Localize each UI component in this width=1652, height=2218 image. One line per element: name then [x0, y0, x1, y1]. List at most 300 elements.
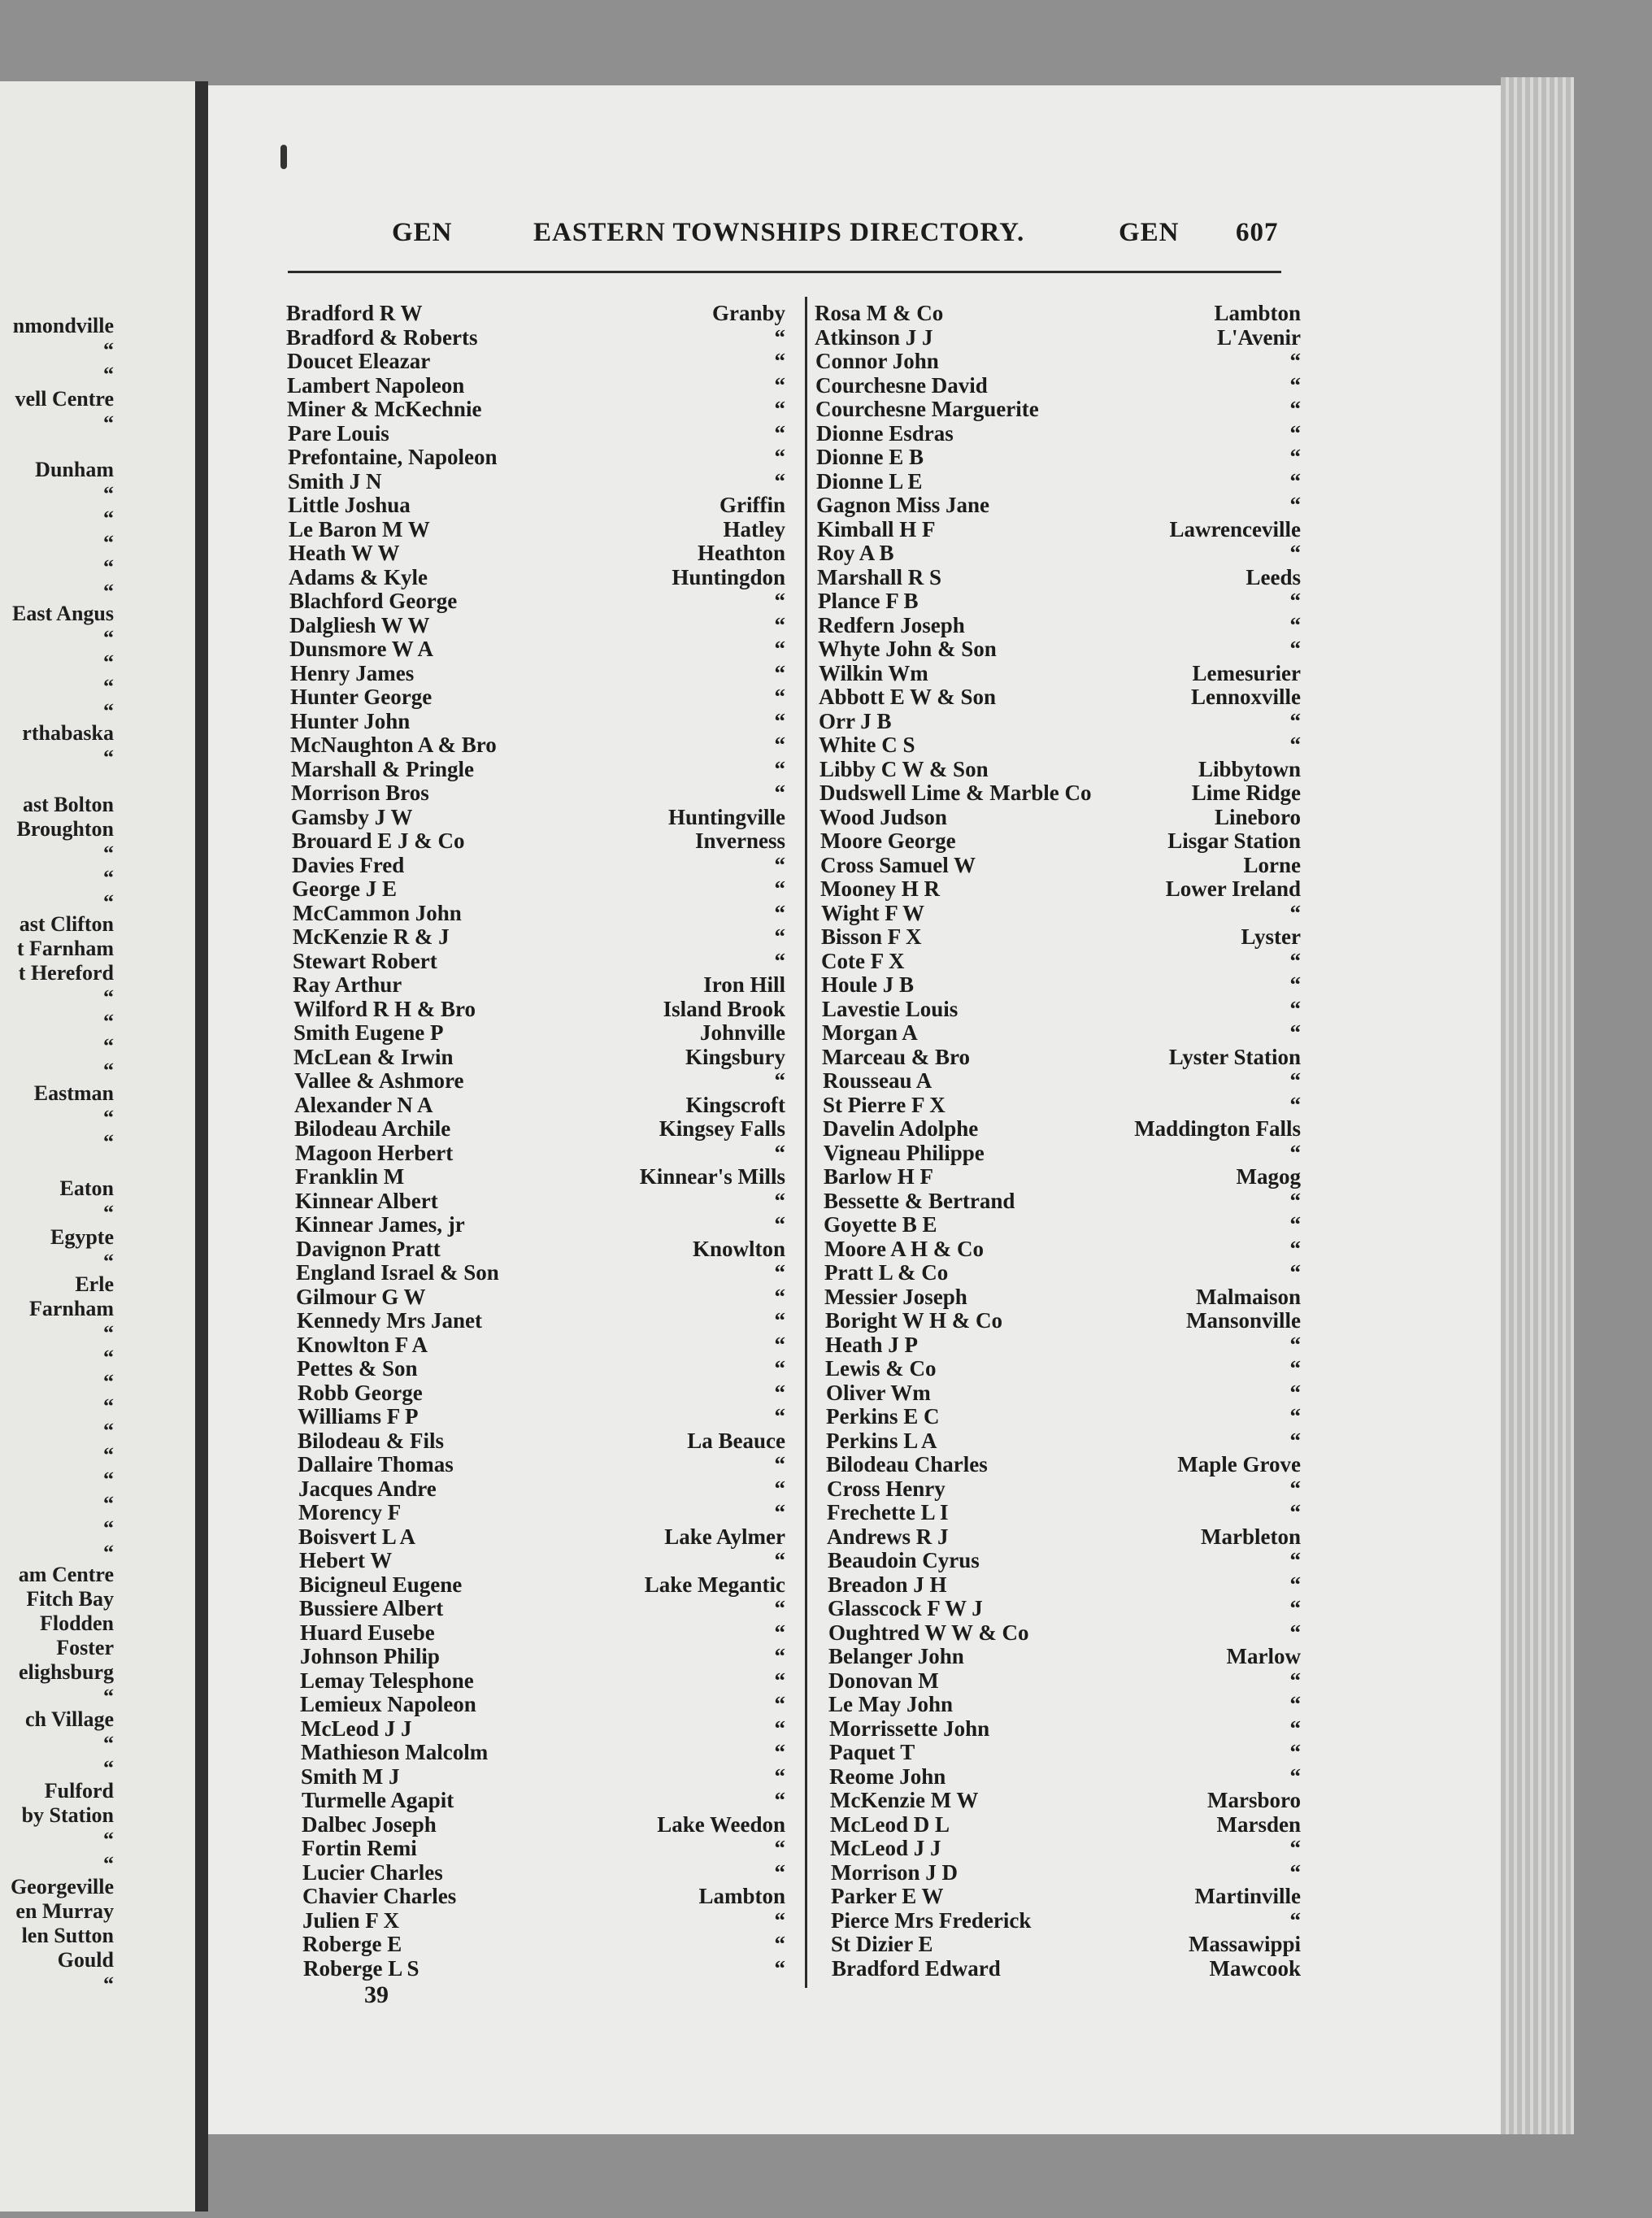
entry-place: “ — [774, 372, 785, 398]
entry-place: “ — [1289, 349, 1301, 373]
directory-entry — [293, 1045, 785, 1069]
directory-entry — [815, 373, 1301, 398]
entry-name: McLeod J J — [301, 1716, 412, 1741]
left-page-fragment: “ — [103, 1419, 114, 1442]
entry-place: “ — [1289, 1548, 1301, 1572]
entry-place: “ — [774, 1212, 785, 1237]
directory-entry — [824, 1260, 1301, 1285]
left-page-fragment: Egypte — [50, 1225, 114, 1249]
directory-entry — [824, 1285, 1301, 1309]
entry-name: Henry James — [290, 660, 415, 685]
entry-place: “ — [1289, 420, 1301, 446]
entry-place: “ — [1289, 1716, 1301, 1741]
directory-entry — [300, 1692, 785, 1716]
entry-name: McKenzie M W — [830, 1788, 979, 1812]
entry-place: “ — [1289, 1188, 1301, 1213]
entry-place: “ — [774, 1668, 785, 1693]
entry-place: “ — [1289, 1620, 1301, 1645]
directory-entry — [300, 1668, 785, 1693]
directory-entry — [818, 589, 1301, 613]
entry-name: Gagnon Miss Jane — [816, 493, 990, 517]
directory-entry — [828, 1692, 1301, 1716]
entry-name: McNaughton A & Bro — [290, 733, 497, 757]
left-page-fragment: “ — [103, 1250, 114, 1273]
entry-place: “ — [1289, 900, 1301, 925]
entry-name: Messier Joseph — [824, 1284, 967, 1309]
left-page-fragment: Foster — [56, 1636, 114, 1659]
entry-name: Morency F — [298, 1500, 402, 1524]
entry-name: Dudswell Lime & Marble Co — [819, 781, 1092, 805]
entry-place: Lawrenceville — [1169, 516, 1301, 541]
entry-name: Dalgliesh W W — [289, 612, 430, 637]
directory-entry — [827, 1524, 1301, 1549]
entry-name: Huard Eusebe — [300, 1620, 435, 1645]
entry-name: Brouard E J & Co — [292, 828, 465, 853]
directory-entry — [825, 1356, 1301, 1381]
entry-name: Reome John — [829, 1764, 946, 1789]
directory-entry — [292, 853, 785, 877]
entry-place: Hatley — [723, 516, 785, 541]
entry-name: Barlow H F — [824, 1164, 933, 1189]
entry-name: Hunter John — [290, 708, 411, 733]
entry-name: Lucier Charles — [302, 1859, 443, 1885]
directory-entry — [815, 301, 1301, 325]
directory-entry — [293, 924, 785, 949]
entry-place: “ — [774, 324, 785, 350]
entry-name: Libby C W & Son — [819, 756, 989, 781]
entry-name: Marshall & Pringle — [291, 756, 474, 781]
directory-entry — [291, 805, 785, 829]
left-page-fragment: by Station — [21, 1803, 114, 1827]
entry-name: Chavier Charles — [302, 1884, 457, 1908]
directory-entry — [819, 781, 1301, 805]
left-page-fragment: Erle — [75, 1272, 114, 1296]
directory-entry — [828, 1572, 1301, 1597]
entry-name: Bisson F X — [821, 924, 922, 949]
directory-entry — [828, 1596, 1301, 1620]
entry-place: “ — [1289, 1572, 1301, 1597]
entry-name: Davelin Adolphe — [823, 1116, 979, 1141]
directory-entry — [295, 1141, 785, 1165]
directory-entry — [296, 1260, 785, 1285]
entry-name: Lemay Telesphone — [300, 1668, 474, 1693]
entry-place: “ — [1289, 397, 1301, 421]
entry-place: Massawippi — [1188, 1932, 1301, 1956]
directory-entry — [290, 685, 785, 709]
directory-entry — [826, 1452, 1301, 1476]
entry-name: Glasscock F W J — [828, 1596, 983, 1620]
directory-entry — [297, 1356, 785, 1381]
directory-entry — [819, 805, 1301, 829]
entry-name: Jacques Andre — [298, 1476, 437, 1501]
entry-place: “ — [1289, 1236, 1301, 1261]
entry-name: Redfern Joseph — [818, 612, 965, 637]
entry-name: Wilkin Wm — [819, 660, 928, 685]
left-page-fragment: “ — [103, 482, 114, 506]
left-page-fragment: t Farnham — [16, 937, 114, 960]
directory-entry — [828, 1548, 1301, 1572]
entry-place: “ — [774, 1740, 785, 1764]
entry-name: Paquet T — [829, 1740, 915, 1764]
left-page-fragment: “ — [103, 1346, 114, 1369]
entry-place: “ — [774, 1596, 785, 1620]
left-page-fragment: Broughton — [16, 817, 114, 841]
directory-entry — [816, 421, 1301, 446]
entry-place: “ — [1289, 1260, 1301, 1285]
entry-name: Dionne L E — [816, 468, 923, 494]
directory-entry — [823, 1093, 1301, 1117]
entry-place: La Beauce — [687, 1428, 785, 1453]
entry-place: “ — [774, 1907, 785, 1933]
entry-name: Boright W H & Co — [825, 1308, 1003, 1333]
directory-entry — [290, 733, 785, 757]
entry-name: Morrison J D — [831, 1859, 958, 1885]
entry-place: Maple Grove — [1177, 1452, 1301, 1476]
directory-entry — [302, 1836, 785, 1860]
directory-entry — [298, 1524, 785, 1549]
left-page-fragment: “ — [103, 531, 114, 554]
entry-place: “ — [774, 1452, 785, 1476]
left-page-fragment: “ — [103, 1443, 114, 1467]
entry-place: “ — [1289, 612, 1301, 637]
directory-entry — [819, 685, 1301, 709]
entry-place: Mansonville — [1185, 1308, 1301, 1333]
directory-entry — [299, 1596, 785, 1620]
directory-entry — [832, 1956, 1301, 1981]
entry-name: Gamsby J W — [291, 804, 413, 829]
entry-place: “ — [774, 1332, 785, 1357]
entry-place: “ — [1289, 1596, 1301, 1620]
entry-name: Bessette & Bertrand — [824, 1188, 1015, 1213]
directory-entry — [302, 1932, 785, 1956]
left-page-fragment: “ — [103, 699, 114, 723]
left-page-fragment: ch Village — [24, 1707, 114, 1731]
entry-place: “ — [1289, 1404, 1301, 1429]
entry-place: “ — [1289, 1092, 1301, 1117]
entry-place: “ — [1289, 589, 1301, 613]
entry-place: Lake Weedon — [657, 1811, 785, 1837]
left-page-fragment: Eaton — [59, 1176, 114, 1200]
entry-place: “ — [774, 900, 785, 925]
entry-name: Knowlton F A — [297, 1332, 428, 1357]
entry-name: White C S — [819, 733, 915, 757]
entry-place: “ — [1289, 1476, 1301, 1501]
entry-name: Turmelle Agapit — [302, 1788, 454, 1812]
directory-entry — [816, 469, 1301, 494]
entry-name: Dalbec Joseph — [302, 1811, 437, 1837]
directory-entry — [817, 565, 1301, 589]
entry-name: Kimball H F — [817, 516, 936, 541]
left-page-fragment: “ — [103, 1685, 114, 1708]
left-page-fragment: “ — [103, 507, 114, 530]
directory-entry — [298, 1429, 785, 1453]
entry-place: “ — [774, 349, 785, 373]
entry-name: Stewart Robert — [293, 948, 437, 973]
entry-place: Maddington Falls — [1134, 1116, 1301, 1141]
entry-name: St Dizier E — [831, 1932, 933, 1956]
entry-name: Morgan A — [822, 1020, 918, 1045]
entry-name: Courchesne Marguerite — [815, 397, 1039, 421]
entry-place: “ — [774, 708, 785, 733]
entry-place: Lambton — [1214, 301, 1301, 325]
entry-place: “ — [1289, 1020, 1301, 1045]
directory-entry — [830, 1836, 1301, 1860]
directory-entry — [293, 972, 785, 997]
directory-entry — [290, 661, 785, 685]
entry-place: “ — [774, 1644, 785, 1668]
directory-entry — [289, 613, 785, 637]
directory-entry — [816, 445, 1301, 469]
book-gutter — [195, 81, 208, 2211]
entry-name: McLeod D L — [830, 1811, 950, 1837]
entry-name: Cote F X — [821, 948, 905, 973]
entry-place: “ — [1289, 1500, 1301, 1524]
entry-place: “ — [1289, 1764, 1301, 1789]
entry-place: “ — [774, 733, 785, 757]
directory-entry — [288, 493, 785, 517]
left-page-fragment: “ — [103, 1972, 114, 1996]
entry-name: Pettes & Son — [297, 1356, 418, 1381]
entry-place: “ — [774, 1500, 785, 1524]
entry-place: “ — [774, 1140, 785, 1165]
entry-place: Lower Ireland — [1165, 876, 1301, 901]
directory-entry — [297, 1308, 785, 1333]
entry-name: Rousseau A — [823, 1068, 933, 1093]
directory-entry — [821, 901, 1301, 925]
entry-name: Kinnear James, jr — [295, 1212, 465, 1237]
entry-name: Adams & Kyle — [289, 564, 428, 589]
header-right-code: GEN — [1119, 218, 1180, 247]
left-page-fragment: “ — [103, 866, 114, 889]
directory-entry — [825, 1333, 1301, 1357]
left-page-fragment: “ — [103, 1010, 114, 1033]
entry-place: “ — [1289, 1068, 1301, 1093]
entry-place: “ — [774, 1764, 785, 1789]
left-page-fragment: “ — [103, 1516, 114, 1540]
directory-entry — [822, 1045, 1301, 1069]
entry-name: Williams F P — [298, 1404, 419, 1429]
left-page-fragment: “ — [103, 985, 114, 1009]
entry-place: “ — [1289, 1428, 1301, 1453]
left-page-fragment: “ — [103, 890, 114, 914]
left-page-fragment: “ — [103, 1130, 114, 1154]
left-page-fragment: Gould — [57, 1948, 114, 1972]
directory-entry — [817, 517, 1301, 541]
directory-entry — [293, 997, 785, 1021]
directory-entry — [820, 876, 1301, 901]
left-page-fragment: vell Centre — [15, 387, 114, 411]
left-page-fragment: en Murray — [15, 1899, 114, 1923]
entry-place: “ — [774, 1068, 785, 1093]
entry-name: Le Baron M W — [289, 516, 430, 541]
directory-entry — [298, 1476, 785, 1501]
directory-entry — [822, 1020, 1301, 1045]
entry-place: “ — [1289, 708, 1301, 733]
entry-place: Martinville — [1194, 1884, 1301, 1908]
directory-entry — [819, 757, 1301, 781]
entry-name: Mathieson Malcolm — [301, 1740, 489, 1764]
entry-place: “ — [1289, 1907, 1301, 1933]
entry-name: Wight F W — [821, 900, 925, 925]
directory-entry — [300, 1644, 785, 1668]
entry-place: “ — [774, 876, 785, 901]
left-page-fragment: ast Clifton — [19, 912, 114, 936]
entry-name: Prefontaine, Napoleon — [288, 445, 498, 469]
entry-name: Marshall R S — [817, 564, 942, 589]
entry-name: McKenzie R & J — [293, 924, 450, 949]
left-page-fragment: East Angus — [12, 602, 114, 625]
entry-name: Kinnear Albert — [295, 1188, 438, 1213]
directory-entry — [301, 1716, 785, 1741]
left-page-fragment: “ — [103, 1370, 114, 1394]
entry-place: Marlow — [1226, 1644, 1301, 1668]
directory-entry — [293, 901, 785, 925]
entry-name: Frechette L I — [827, 1500, 949, 1524]
directory-entry — [295, 1212, 785, 1237]
entry-place: “ — [774, 420, 785, 446]
entry-name: Perkins L A — [826, 1428, 937, 1453]
directory-entry — [293, 949, 785, 973]
directory-entry — [825, 1308, 1301, 1333]
directory-entry — [287, 373, 785, 398]
entry-place: “ — [774, 589, 785, 613]
entry-place: “ — [1289, 1740, 1301, 1764]
directory-entry — [818, 637, 1301, 661]
directory-entry — [289, 517, 785, 541]
entry-name: Connor John — [815, 349, 939, 373]
directory-entry — [816, 493, 1301, 517]
entry-name: Davies Fred — [292, 852, 405, 877]
entry-name: Wood Judson — [819, 804, 947, 829]
entry-name: Bradford Edward — [832, 1955, 1001, 1981]
entry-name: Ray Arthur — [293, 972, 402, 997]
directory-entry — [819, 709, 1301, 733]
directory-entry — [287, 349, 785, 373]
entry-name: Robb George — [298, 1380, 423, 1405]
entry-name: Lemieux Napoleon — [300, 1692, 476, 1716]
directory-entry — [298, 1404, 785, 1429]
left-page-fragment: “ — [103, 338, 114, 362]
directory-entry — [291, 781, 785, 805]
left-page-fragment: am Centre — [18, 1563, 114, 1586]
entry-place: Lambton — [698, 1884, 785, 1908]
entry-place: “ — [1289, 972, 1301, 997]
entry-name: Wilford R H & Bro — [293, 996, 476, 1021]
directory-entry — [295, 1164, 785, 1189]
directory-entry — [298, 1500, 785, 1524]
entry-name: Boisvert L A — [298, 1524, 416, 1549]
entry-name: Pierce Mrs Frederick — [831, 1907, 1032, 1933]
header-left-code: GEN — [392, 218, 453, 247]
entry-place: Lennoxville — [1190, 685, 1301, 709]
left-page-fragment: ast Bolton — [23, 793, 114, 816]
entry-place: Lorne — [1243, 852, 1301, 877]
entry-place: “ — [1289, 1859, 1301, 1885]
directory-entry — [829, 1716, 1301, 1741]
directory-entry — [297, 1333, 785, 1357]
entry-name: Lambert Napoleon — [287, 372, 465, 398]
left-page-fragment: “ — [103, 1034, 114, 1058]
entry-place: Marsden — [1216, 1811, 1301, 1837]
entry-name: Oliver Wm — [826, 1380, 931, 1405]
entry-place: Mawcook — [1209, 1955, 1301, 1981]
entry-place: “ — [1289, 1140, 1301, 1165]
entry-place: Lime Ridge — [1191, 781, 1301, 805]
directory-entry — [820, 853, 1301, 877]
entry-place: Inverness — [694, 828, 785, 853]
directory-entry — [287, 397, 785, 421]
entry-place: “ — [774, 924, 785, 949]
entry-name: Miner & McKechnie — [287, 397, 482, 421]
entry-place: “ — [774, 685, 785, 709]
entry-place: “ — [774, 1404, 785, 1429]
left-page-fragment: Flodden — [39, 1611, 114, 1635]
entry-place: “ — [774, 1692, 785, 1716]
left-page-fragment: rthabaska — [22, 721, 114, 745]
directory-entry — [302, 1884, 785, 1908]
directory-entry — [301, 1764, 785, 1789]
entry-place: Lyster — [1241, 924, 1301, 949]
directory-entry — [819, 733, 1301, 757]
entry-place: Griffin — [719, 493, 785, 517]
directory-entry — [824, 1212, 1301, 1237]
entry-place: “ — [1289, 1356, 1301, 1381]
entry-name: Cross Henry — [827, 1476, 946, 1501]
left-page-fragment: Farnham — [29, 1297, 114, 1320]
directory-entry — [294, 1068, 785, 1093]
entry-name: Morrissette John — [829, 1716, 990, 1741]
directory-entry — [826, 1381, 1301, 1405]
entry-place: “ — [774, 756, 785, 781]
entry-name: Houle J B — [821, 972, 915, 997]
entry-name: Lewis & Co — [825, 1356, 937, 1381]
left-page-fragment: “ — [103, 1059, 114, 1082]
entry-name: Andrews R J — [827, 1524, 949, 1549]
directory-entry — [302, 1812, 785, 1837]
left-page-fragment: “ — [103, 746, 114, 769]
entry-place: “ — [774, 397, 785, 421]
directory-entry — [821, 949, 1301, 973]
entry-name: Kennedy Mrs Janet — [297, 1308, 482, 1333]
entry-place: Johnville — [699, 1020, 785, 1045]
entry-place: Huntingdon — [672, 564, 785, 589]
entry-name: Bradford & Roberts — [286, 324, 478, 350]
entry-name: Blachford George — [289, 589, 458, 613]
directory-entry — [300, 1620, 785, 1645]
directory-entry — [298, 1381, 785, 1405]
directory-entry — [296, 1285, 785, 1309]
entry-name: Bicigneul Eugene — [299, 1572, 463, 1597]
entry-name: Hunter George — [290, 685, 433, 709]
entry-place: Kingscroft — [685, 1092, 785, 1117]
left-page-fragment: t Hereford — [18, 961, 114, 985]
entry-name: Davignon Pratt — [296, 1236, 441, 1261]
left-page-fragment: “ — [103, 1394, 114, 1418]
entry-place: Malmaison — [1195, 1284, 1301, 1309]
entry-name: Heath J P — [825, 1332, 918, 1357]
left-page-fragment: “ — [103, 580, 114, 603]
directory-entry — [828, 1644, 1301, 1668]
left-page-fragment: “ — [103, 1492, 114, 1516]
entry-place: “ — [774, 1356, 785, 1381]
directory-entry — [289, 589, 785, 613]
entry-place: “ — [774, 612, 785, 637]
entry-name: Moore A H & Co — [824, 1236, 984, 1261]
entry-name: St Pierre F X — [823, 1092, 946, 1117]
entry-place: “ — [1289, 948, 1301, 973]
entry-name: Lavestie Louis — [822, 996, 959, 1021]
directory-entry — [829, 1740, 1301, 1764]
